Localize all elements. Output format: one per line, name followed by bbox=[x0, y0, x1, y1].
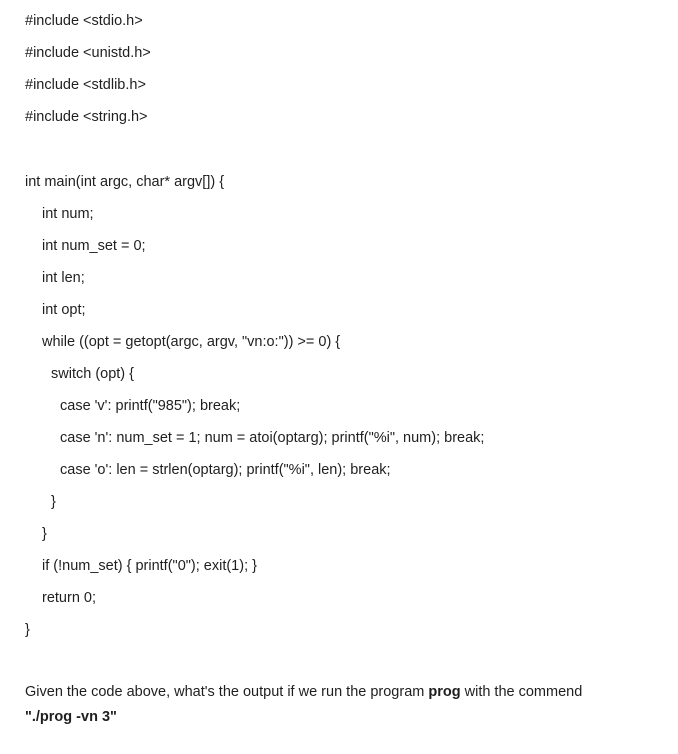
code-line: return 0; bbox=[42, 590, 96, 606]
code-line: int num; bbox=[42, 206, 94, 222]
question-middle: with the commend bbox=[460, 684, 583, 700]
command-text: "./prog -vn 3" bbox=[25, 709, 117, 725]
code-line: switch (opt) { bbox=[51, 366, 134, 382]
code-line: } bbox=[51, 494, 56, 510]
code-line: case 'n': num_set = 1; num = atoi(optarg); printf("%i", num); break; bbox=[60, 430, 485, 446]
question-text bbox=[25, 680, 665, 730]
code-line: } bbox=[25, 622, 30, 638]
question-prefix: Given the code above, what's the output if we run the program bbox=[25, 684, 429, 700]
code-line: int opt; bbox=[42, 302, 86, 318]
code-line: if (!num_set) { printf("0"); exit(1); } bbox=[42, 558, 257, 574]
code-line: #include <unistd.h> bbox=[25, 45, 151, 61]
code-line: int main(int argc, char* argv[]) { bbox=[25, 174, 225, 190]
code-line: case 'v': printf("985"); break; bbox=[60, 398, 241, 414]
code-line: #include <stdlib.h> bbox=[25, 77, 146, 93]
code-line: int num_set = 0; bbox=[42, 238, 146, 254]
code-line: #include <string.h> bbox=[25, 109, 148, 125]
code-line: #include <stdio.h> bbox=[25, 13, 143, 29]
code-line: int len; bbox=[42, 270, 85, 286]
code-line: case 'o': len = strlen(optarg); printf("%i", len); break; bbox=[60, 462, 391, 478]
code-line: while ((opt = getopt(argc, argv, "vn:o:")) >= 0) { bbox=[42, 334, 341, 350]
program-name: prog bbox=[428, 684, 461, 700]
code-line: } bbox=[42, 526, 47, 542]
